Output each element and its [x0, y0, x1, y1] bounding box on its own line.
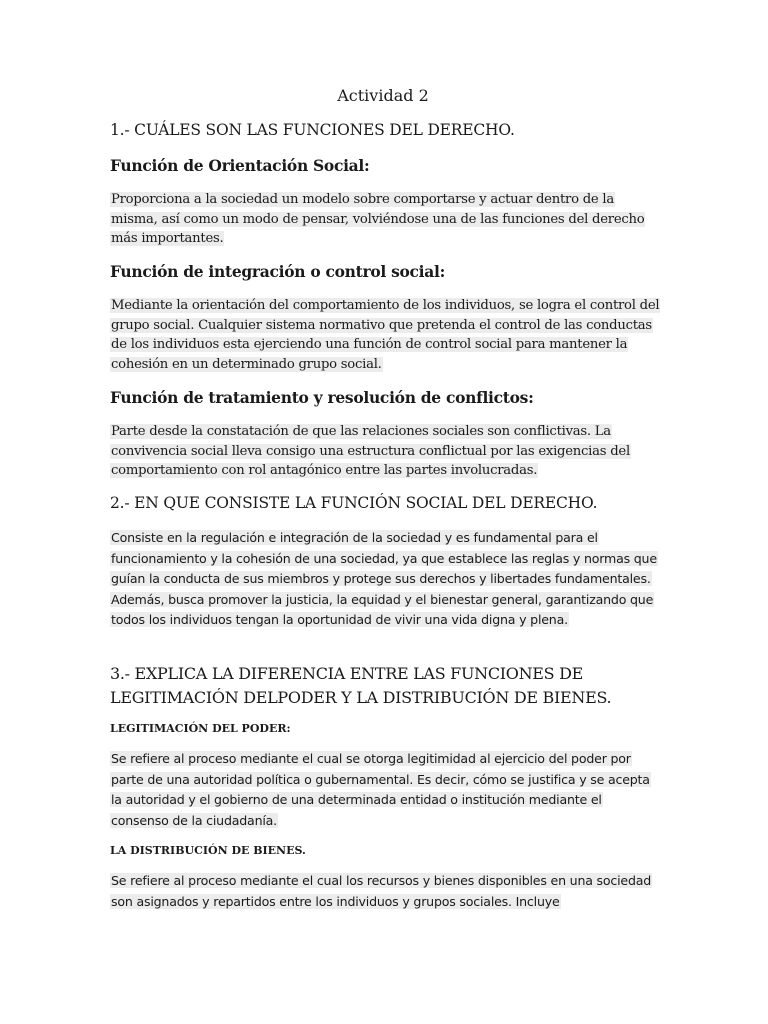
legitimation-heading: LEGITIMACIÓN DEL PODER: [110, 722, 291, 735]
function-conflict-text: Parte desde la constatación de que las relaciones sociales son conflictivas. La convivencia social lleva consigo una estructura conflictual por las exigencias del comportamiento con rol antagónico entre las partes involucradas. [111, 424, 630, 479]
document-title: Actividad 2 [337, 86, 429, 105]
question-3-heading: 3.- EXPLICA LA DIFERENCIA ENTRE LAS FUNCIONES DE LEGITIMACIÓN DELPODER Y LA DISTRIBUCIÓN DE BIENES. [110, 664, 612, 707]
legitimation-text: Se refiere al proceso mediante el cual se otorga legitimidad al ejercicio del poder por parte de una autoridad política o gubernamental. Es decir, cómo se justifica y se acepta la autoridad y el gobierno de una determinada entidad o institución mediante el consenso de la ciudadanía. [111, 751, 650, 828]
distribution-text: Se refiere al proceso mediante el cual los recursos y bienes disponibles en una sociedad son asignados y repartidos entre los individuos y grupos sociales. Incluye [111, 873, 652, 909]
question-2-heading: 2.- EN QUE CONSISTE LA FUNCIÓN SOCIAL DEL DERECHO. [110, 494, 598, 512]
function-orientation-heading: Función de Orientación Social: [110, 156, 370, 175]
function-conflict-heading: Función de tratamiento y resolución de conflictos: [110, 388, 534, 407]
question-2-text: Consiste en la regulación e integración de la sociedad y es fundamental para el funcionamiento y la cohesión de una sociedad, ya que establece las reglas y normas que guían la conducta de sus miembros y protege sus derechos y libertades fundamentales. Además, busca promover la justicia, la equidad y el bienestar general, garantizando que todos los individuos tengan la oportunidad de vivir una vida digna y plena. [111, 530, 657, 627]
distribution-heading: LA DISTRIBUCIÓN DE BIENES. [110, 844, 306, 857]
function-integration-heading: Función de integración o control social: [110, 262, 446, 281]
function-integration-text: Mediante la orientación del comportamiento de los individuos, se logra el control del grupo social. Cualquier sistema normativo que pretenda el control de las conductas de los individuos esta ejerciendo una función de control social para mantener la cohesión en un determinado grupo social. [111, 298, 660, 373]
question-1-heading: 1.- CUÁLES SON LAS FUNCIONES DEL DERECHO. [110, 121, 515, 139]
function-orientation-text: Proporciona a la sociedad un modelo sobre comportarse y actuar dentro de la misma, así como un modo de pensar, volviéndose una de las funciones del derecho más importantes. [111, 192, 645, 247]
